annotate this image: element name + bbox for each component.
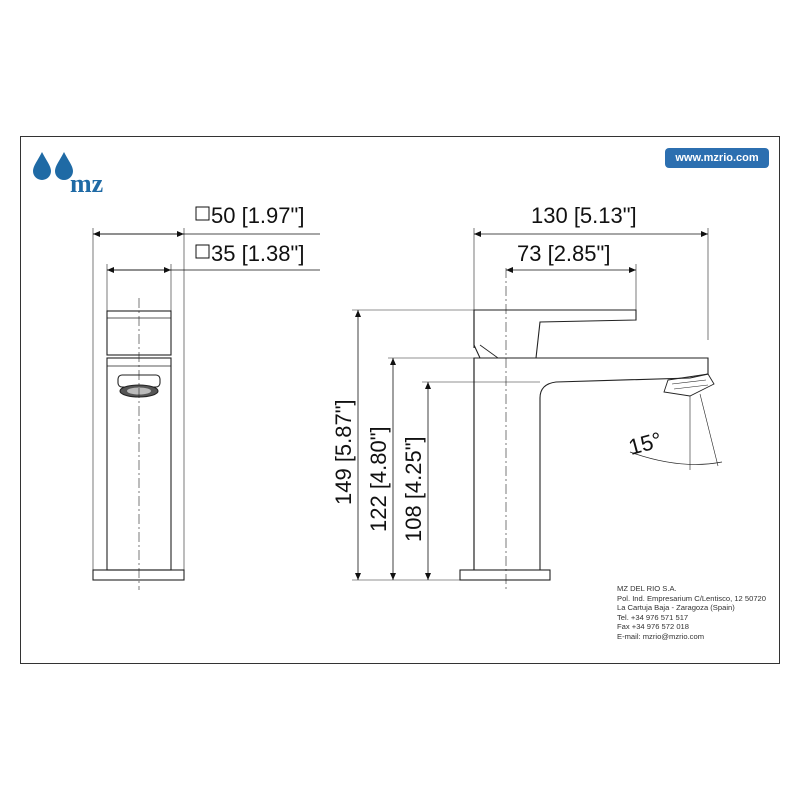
dim-inner-square: 35 [1.38"] xyxy=(211,241,305,266)
dim-outer-square: 50 [1.97"] xyxy=(211,203,305,228)
fax: Fax +34 976 572 018 xyxy=(617,622,689,632)
telephone: Tel. +34 976 571 517 xyxy=(617,612,689,622)
email[interactable]: E-mail: mzrio@mzrio.com xyxy=(617,631,705,641)
address-line-2: La Cartuja Baja - Zaragoza (Spain) xyxy=(617,603,735,613)
contact-block xyxy=(617,584,766,642)
square-symbol-icon xyxy=(196,245,209,258)
front-base xyxy=(93,570,184,580)
website-badge[interactable]: www.mzrio.com xyxy=(665,148,769,168)
side-base xyxy=(460,570,550,580)
dim-body-height: 122 [4.80"] xyxy=(366,426,391,532)
square-symbol-icon xyxy=(196,207,209,220)
brand-logo-text: mz xyxy=(70,169,104,198)
dim-spout-height: 108 [4.25"] xyxy=(401,436,426,542)
dim-spout-angle: 15° xyxy=(625,427,665,460)
dim-spout-reach: 73 [2.85"] xyxy=(517,241,611,266)
company-name: MZ DEL RIO S.A. xyxy=(617,584,677,593)
front-view xyxy=(93,228,184,590)
side-body xyxy=(474,358,708,570)
address-line-1: Pol. Ind. Empresarium C/Lentisco, 12 50720 xyxy=(617,593,767,603)
dim-total-length: 130 [5.13"] xyxy=(531,203,637,228)
water-drops-icon xyxy=(33,152,73,180)
side-lever xyxy=(474,310,636,358)
dim-total-height: 149 [5.87"] xyxy=(331,399,356,505)
